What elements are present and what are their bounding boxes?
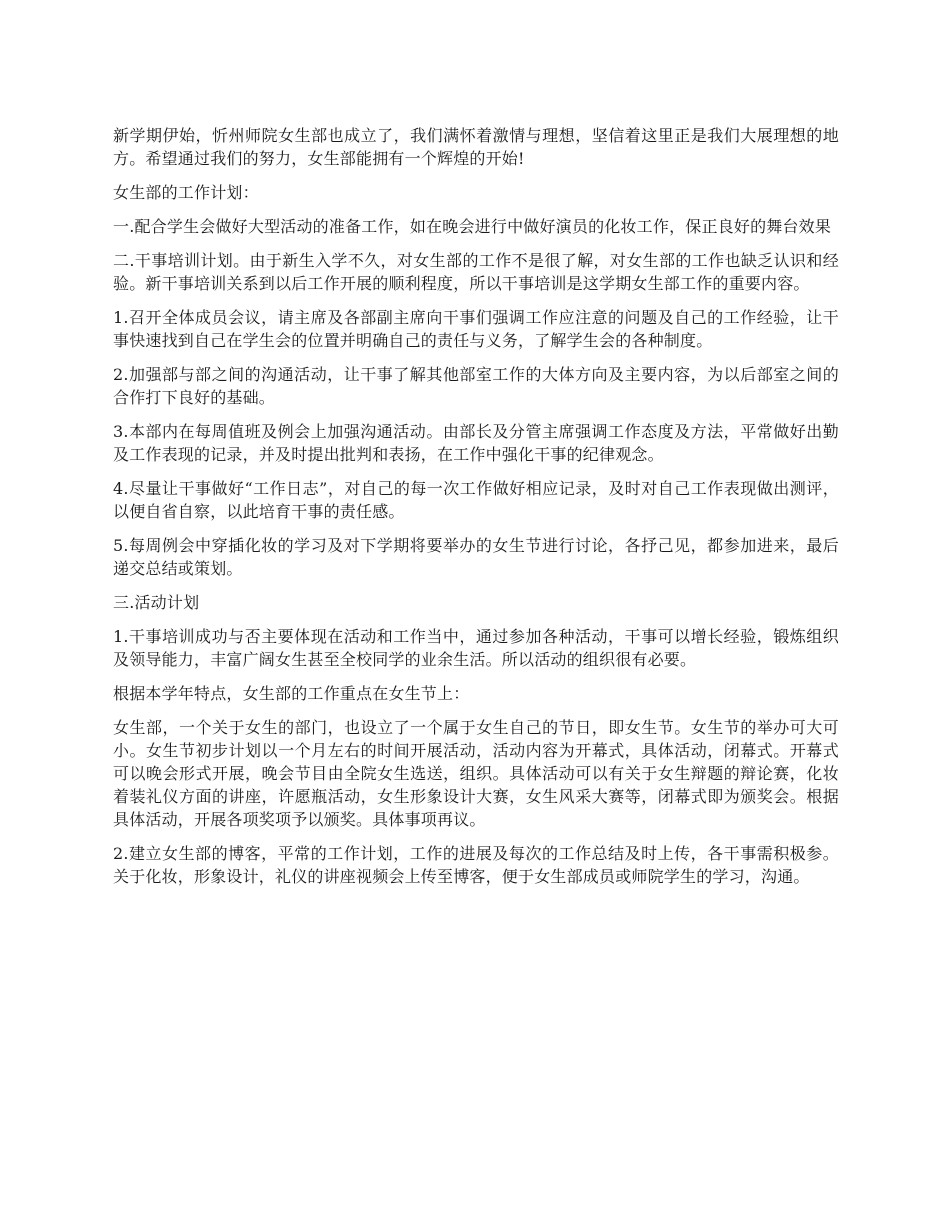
section-two-paragraph: 二.干事培训计划。由于新生入学不久，对女生部的工作不是很了解，对女生部的工作也缺乏认识和经验。新干事培训关系到以后工作开展的顺利程度，所以干事培训是这学期女生部工作的重要内容。	[113, 251, 839, 293]
focus-paragraph: 根据本学年特点，女生部的工作重点在女生节上：	[113, 684, 470, 703]
training-item-2: 2.加强部与部之间的沟通活动，让干事了解其他部室工作的大体方向及主要内容，为以后部室之间的合作打下良好的基础。	[113, 365, 839, 407]
activity-item-1: 1.干事培训成功与否主要体现在活动和工作当中，通过参加各种活动，干事可以增长经验，锻炼组织及领导能力，丰富广阔女生甚至全校同学的业余生活。所以活动的组织很有必要。	[113, 627, 839, 669]
girls-day-paragraph: 女生部，一个关于女生的部门，也设立了一个属于女生自己的节日，即女生节。女生节的举办可大可小。女生节初步计划以一个月左右的时间开展活动，活动内容为开幕式，具体活动，闭幕式。开幕式可以晚会形式开展，晚会节目由全院女生选送，组织。具体活动可以有关于女生辩题的辩论赛，化妆着装礼仪方面的讲座，许愿瓶活动，女生形象设计大赛，女生风采大赛等，闭幕式即为颁奖会。根据具体活动，开展各项奖项予以颁奖。具体事项再议。	[113, 718, 839, 829]
section-three-heading: 三.活动计划	[113, 593, 200, 612]
activity-item-2: 2.建立女生部的博客，平常的工作计划，工作的进展及每次的工作总结及时上传，各干事需积极参。关于化妆，形象设计，礼仪的讲座视频会上传至博客，便于女生部成员或师院学生的学习，沟通。	[113, 844, 839, 886]
document-body	[113, 124, 839, 899]
training-item-4: 4.尽量让干事做好“工作日志”，对自己的每一次工作做好相应记录，及时对自己工作表现做出测评，以便自省自察，以此培育干事的责任感。	[113, 479, 839, 521]
training-item-5: 5.每周例会中穿插化妆的学习及对下学期将要举办的女生节进行讨论，各抒己见，都参加进来，最后递交总结或策划。	[113, 536, 839, 578]
plan-heading: 女生部的工作计划：	[113, 183, 259, 202]
training-item-1: 1.召开全体成员会议，请主席及各部副主席向干事们强调工作应注意的问题及自己的工作经验，让干事快速找到自己在学生会的位置并明确自己的责任与义务，了解学生会的各种制度。	[113, 308, 839, 350]
training-item-3: 3.本部内在每周值班及例会上加强沟通活动。由部长及分管主席强调工作态度及方法，平常做好出勤及工作表现的记录，并及时提出批判和表扬，在工作中强化干事的纪律观念。	[113, 422, 839, 464]
section-one-paragraph: 一.配合学生会做好大型活动的准备工作，如在晚会进行中做好演员的化妆工作，保正良好的舞台效果	[113, 217, 832, 236]
intro-paragraph: 新学期伊始，忻州师院女生部也成立了，我们满怀着激情与理想，坚信着这里正是我们大展理想的地方。希望通过我们的努力，女生部能拥有一个辉煌的开始!	[113, 126, 839, 168]
